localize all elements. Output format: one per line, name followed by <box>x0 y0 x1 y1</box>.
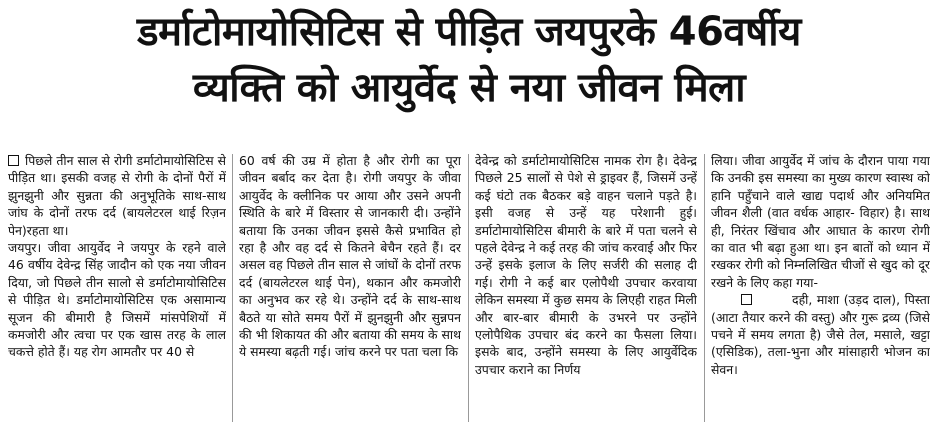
article-column-3 <box>475 152 697 424</box>
list-paragraph: दही, माशा (उड़द दाल), पिस्ता (आटा तैयार करने की वस्तु) और गुरू द्रव्य (जिसे पचने में समय लगता है) जैसे तेल, मसाले, खट्टा (एसिडिक), तला-भुना और मांसाहारी भोजन का सेवन। <box>711 292 930 377</box>
headline-line-2: व्यक्ति को आयुर्वेद से नया जीवन मिला <box>192 65 746 111</box>
article-body <box>8 152 930 424</box>
body-paragraph: देवेन्द्र को डर्माटोमायोसिटिस नामक रोग है। देवेन्द्र पिछले 25 सालों से पेशे से ड्राइवर हैं, जिसमें उन्हें कई घंटो तक बैठकर बड़े वाहन चलाने पड़ते है। इसी वजह से उन्हें यह परेशानी हुई। डर्माटोमायोसिटिस बीमारी के बारे में पता चलने से पहले देवेन्द्र ने कई तरह की जांच करवाई और फिर उन्हें इसके इलाज के लिए सर्जरी की सलाह दी गई। रोगी ने कई बार एलोपैथी उपचार करवाया लेकिन समस्या में कुछ समय के लिएही राहत मिली और बार-बार बीमारी के उभरने पर उन्होंने एलोपैथिक उपचार बंद करने का फैसला लिया। इसके बाद, उन्होंने समस्या के लिए आयुर्वेदिक उपचार कराने का निर्णय <box>475 153 697 377</box>
article-column-1 <box>8 152 226 424</box>
body-paragraph: जयपुर। जीवा आयुर्वेद ने जयपुर के रहने वाले 46 वर्षीय देवेन्द्र सिंह जादौन को एक नया जीवन दिया, जो पिछले तीन सालो से डर्माटोमायोसिटिस से पीड़ित थे। डर्माटोमायोसिटिस एक असामान्य सूजन की बीमारी है जिसमें मांसपेशियों में कमजोरी और त्वचा पर एक खास तरह के लाल चकत्ते होते हैं। यह रोग आमतौर पर 40 से <box>8 240 226 360</box>
article-column-4 <box>711 152 930 424</box>
headline-line-1: डर्माटोमायोसिटिस से पीड़ित जयपुरके 46वर्षीय <box>137 9 801 55</box>
bullet-square-icon <box>741 294 752 305</box>
intro-paragraph: पिछले तीन साल से रोगी डर्माटोमायोसिटिस से पीड़ित था। इसकी वजह से रोगी के दोनों पैरों में झुनझुनी और सुन्नता की अनुभूतिके साथ-साथ जांघ के दोनों तरफ दर्द (बायलेटरल थाई रिज़न पेन)रहता था। <box>8 153 226 238</box>
headline <box>0 4 938 116</box>
body-paragraph: लिया। जीवा आयुर्वेद में जांच के दौरान पाया गया कि उनकी इस समस्या का मुख्य कारण स्वास्थ को हानि पहुँचाने वाले खाद्य पदार्थ और अनियमित जीवन शैली (वात वर्धक आहार- विहार) है। साथ ही, निरंतर खिंचाव और आघात के कारण रोगी का वात भी बढ़ा हुआ था। इन बातों को ध्यान में रखकर रोगी को निम्नलिखित चीजों से खुद को दूर रखने के लिए कहा गया- <box>711 153 930 290</box>
column-divider <box>704 154 705 422</box>
column-divider <box>468 154 469 422</box>
article-column-2 <box>239 152 461 424</box>
bullet-square-icon <box>8 155 19 166</box>
body-paragraph: 60 वर्ष की उम्र में होता है और रोगी का पूरा जीवन बर्बाद कर देता है। रोगी जयपुर के जीवा आयुर्वेद के क्लीनिक पर आया और उसने अपनी स्थिति के बारे में विस्तार से जानकारी दी। उन्होंने बताया कि उनका जीवन इससे कैसे प्रभावित हो रहा है और वह दर्द से कितने बेचैन रहते हैं। दर असल वह पिछले तीन साल से जांघों के दोनों तरफ दर्द (बायलेटरल थाई पेन), थकान और कमजोरी का अनुभव कर रहे थे। उन्होंने दर्द के साथ-साथ बैठते या सोते समय पैरों में झुनझुनी और सुन्नपन की भी शिकायत की और बताया की समय के साथ ये समस्या बढ़ती गई। जांच करने पर पता चला कि <box>239 153 461 360</box>
column-divider <box>232 154 233 422</box>
